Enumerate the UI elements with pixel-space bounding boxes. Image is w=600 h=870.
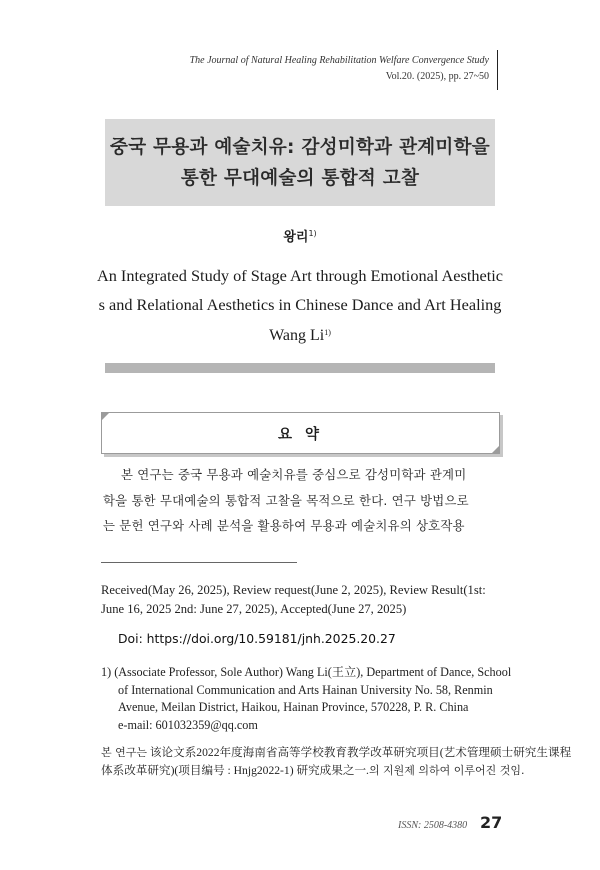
- page-number: 27: [480, 813, 503, 832]
- received-dates: [101, 581, 501, 619]
- korean-title-line-2: 통한 무대예술의 통합적 고찰: [180, 167, 420, 189]
- english-author-footnote-mark[interactable]: 1): [324, 328, 331, 337]
- korean-author: [0, 226, 600, 245]
- abstract-line-3: 는 문헌 연구와 사례 분석을 활용하여 무용과 예술치유의 상호작용: [103, 518, 465, 533]
- funding-note: [101, 744, 572, 779]
- footnote-separator: [101, 562, 297, 563]
- korean-title-box: [105, 119, 495, 206]
- abstract-body: [103, 462, 499, 539]
- affiliation-line-2: of International Communication and Arts Hainan University No. 58, Renmin: [118, 682, 493, 697]
- korean-author-name: 왕리: [283, 230, 309, 245]
- received-line-2: June 16, 2025 2nd: June 27, 2025), Accepted(June 27, 2025): [101, 602, 407, 616]
- affiliation-line-3: Avenue, Meilan District, Haikou, Hainan Province, 570228, P. R. China: [118, 700, 469, 715]
- journal-name: The Journal of Natural Healing Rehabilitation Welfare Convergence Study: [189, 55, 489, 66]
- running-header: [150, 53, 489, 85]
- section-divider: [105, 363, 495, 373]
- english-title: [90, 261, 510, 319]
- english-author-name: Wang Li: [269, 327, 325, 344]
- issn: ISSN: 2508-4380: [398, 820, 468, 831]
- english-author: [0, 327, 600, 345]
- doi-link[interactable]: Doi: https://doi.org/10.59181/jnh.2025.20.27: [118, 631, 396, 646]
- header-rule: [497, 50, 498, 90]
- english-title-line-1: An Integrated Study of Stage Art through Emotional Aesthetic: [96, 266, 504, 285]
- funding-suffix: 의 지원제 의하여 이루어진 것임.: [368, 763, 525, 777]
- volume-info: Vol.20. (2025), pp. 27~50: [385, 71, 489, 82]
- korean-title-line-1: 중국 무용과 예술치유: 감성미학과 관계미학을: [110, 136, 490, 158]
- funding-project: 该论文系2022年度海南省高等学校教育教学改革研究项目(艺术管理硕士研究生课程: [149, 746, 572, 759]
- funding-prefix: 본 연구는: [101, 746, 148, 759]
- affiliation-email[interactable]: e-mail: 601032359@qq.com: [118, 717, 258, 732]
- received-line-1: Received(May 26, 2025), Review request(June 2, 2025), Review Result(1st:: [101, 583, 486, 597]
- corner-fold-bottom-right: [491, 445, 500, 454]
- funding-project-number: 体系改革研究)(项目编号 : Hnjg2022-1) 研究成果之一.: [101, 763, 369, 777]
- abstract-line-1: 본 연구는 중국 무용과 예술치유를 중심으로 감성미학과 관계미: [121, 467, 467, 482]
- author-affiliation-footnote: [101, 664, 512, 734]
- abstract-line-2: 학을 통한 무대예술의 통합적 고찰을 목적으로 한다. 연구 방법으로: [103, 492, 469, 508]
- corner-fold-top-left: [101, 412, 110, 421]
- abstract-heading-box: [101, 412, 500, 454]
- english-title-line-2: s and Relational Aesthetics in Chinese Dance and Art Healing: [98, 295, 502, 314]
- abstract-heading: 요 약: [277, 426, 324, 443]
- affiliation-line-1: 1) (Associate Professor, Sole Author) Wang Li(王立), Department of Dance, School: [101, 665, 512, 679]
- korean-author-footnote-mark[interactable]: 1): [308, 229, 317, 238]
